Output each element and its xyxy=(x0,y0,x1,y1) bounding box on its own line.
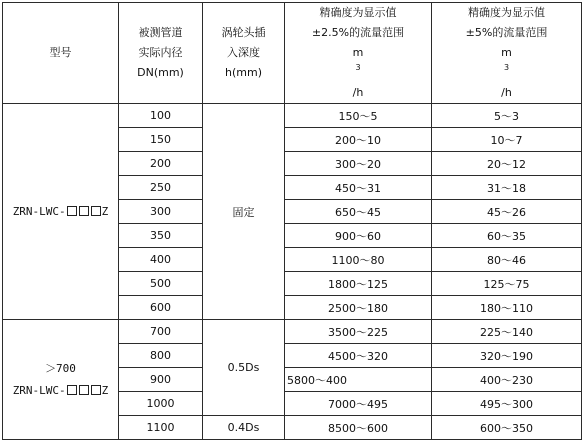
flowmeter-spec-table xyxy=(2,2,582,440)
range-2-5-cell: 300～20 xyxy=(285,152,432,176)
range-2-5-cell: 4500～320 xyxy=(285,344,432,368)
dn-cell: 1100 xyxy=(119,416,203,440)
header-range-5: 精确度为显示值 ±5%的流量范围 m 3 /h xyxy=(432,3,582,104)
range-5-cell: 495～300 xyxy=(432,392,582,416)
table-row xyxy=(3,320,582,344)
depth-cell-0-4ds: 0.4Ds xyxy=(203,416,285,440)
dn-cell: 1000 xyxy=(119,392,203,416)
range-5-cell: 60～35 xyxy=(432,224,582,248)
dn-cell: 150 xyxy=(119,128,203,152)
range-2-5-cell: 1800～125 xyxy=(285,272,432,296)
placeholder-box-icon xyxy=(91,385,101,395)
range-5-cell: 20～12 xyxy=(432,152,582,176)
range-2-5-cell: 8500～600 xyxy=(285,416,432,440)
placeholder-box-icon xyxy=(67,385,77,395)
range-2-5-cell: 3500～225 xyxy=(285,320,432,344)
dn-cell: 100 xyxy=(119,104,203,128)
dn-cell: 350 xyxy=(119,224,203,248)
range-2-5-cell: 650～45 xyxy=(285,200,432,224)
model-cell-group1: ZRN-LWC- Z xyxy=(3,104,119,320)
range-5-cell: 180～110 xyxy=(432,296,582,320)
range-2-5-cell: 7000～495 xyxy=(285,392,432,416)
range-2-5-cell: 900～60 xyxy=(285,224,432,248)
dn-cell: 500 xyxy=(119,272,203,296)
placeholder-box-icon xyxy=(79,385,89,395)
dn-cell: 700 xyxy=(119,320,203,344)
placeholder-box-icon xyxy=(67,206,77,216)
dn-cell: 400 xyxy=(119,248,203,272)
range-2-5-cell: 200～10 xyxy=(285,128,432,152)
range-5-cell: 125～75 xyxy=(432,272,582,296)
range-2-5-cell: 450～31 xyxy=(285,176,432,200)
dn-cell: 250 xyxy=(119,176,203,200)
header-range-2-5: 精确度为显示值 ±2.5%的流量范围 m 3 /h xyxy=(285,3,432,104)
depth-cell-0-5ds: 0.5Ds xyxy=(203,320,285,416)
model-cell-group2: ＞700 ZRN-LWC- Z xyxy=(3,320,119,440)
header-model: 型号 xyxy=(3,3,119,104)
range-5-cell: 10～7 xyxy=(432,128,582,152)
header-pipe-diameter: 被测管道 实际内径 DN(mm) xyxy=(119,3,203,104)
header-row xyxy=(3,3,582,104)
range-5-cell: 400～230 xyxy=(432,368,582,392)
dn-cell: 600 xyxy=(119,296,203,320)
header-insertion-depth: 涡轮头插 入深度 h(mm) xyxy=(203,3,285,104)
placeholder-box-icon xyxy=(91,206,101,216)
range-5-cell: 5～3 xyxy=(432,104,582,128)
range-2-5-cell: 5800～400 xyxy=(285,368,432,392)
range-2-5-cell: 2500～180 xyxy=(285,296,432,320)
depth-cell-fixed: 固定 xyxy=(203,104,285,320)
dn-cell: 900 xyxy=(119,368,203,392)
range-2-5-cell: 150～5 xyxy=(285,104,432,128)
range-2-5-cell: 1100～80 xyxy=(285,248,432,272)
dn-cell: 200 xyxy=(119,152,203,176)
placeholder-box-icon xyxy=(79,206,89,216)
range-5-cell: 600～350 xyxy=(432,416,582,440)
range-5-cell: 225～140 xyxy=(432,320,582,344)
range-5-cell: 31～18 xyxy=(432,176,582,200)
dn-cell: 800 xyxy=(119,344,203,368)
table-row xyxy=(3,104,582,128)
dn-cell: 300 xyxy=(119,200,203,224)
range-5-cell: 45～26 xyxy=(432,200,582,224)
range-5-cell: 320～190 xyxy=(432,344,582,368)
range-5-cell: 80～46 xyxy=(432,248,582,272)
